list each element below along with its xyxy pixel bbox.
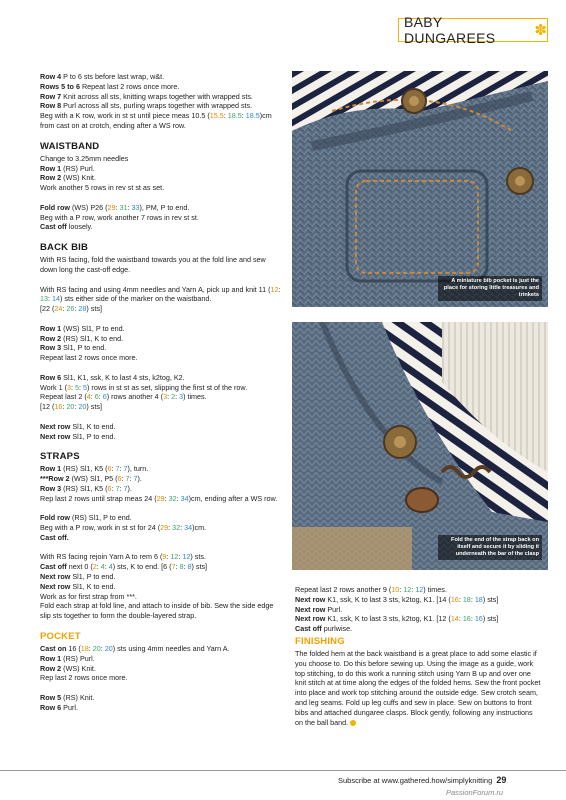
instruction-line: Fold each strap at fold line, and attach to inside of bib. Sew the side edge slip sts together to form the double-layered strap.: [40, 601, 274, 621]
instruction-line: Fold row (RS) Sl1, P to end.: [40, 513, 132, 523]
instruction-line: Row 3 (RS) Sl1, K5 (6: 7: 7).: [40, 483, 132, 493]
instruction-line: With RS facing and using 4mm needles and Yarn A, pick up and knit 11 (12: 13: 14) sts either side of the marker on the waistband.: [40, 284, 281, 304]
instruction-line: Cast off.: [40, 532, 69, 542]
instruction-line: Change to 3.25mm needles: [40, 153, 129, 163]
finishing-paragraph: The folded hem at the back waistband is a great place to add some elastic if you choose to. Do this before sewing up. Using the image as a guide, work top stitching, to do this work a running stitch using Yarn B up and over one knit stitch at at time along the edges of the folded hems. Sew the front pocket into place and work top stitching around the outside edge. Sew crotch seam, and leg seams. Fold up leg cuffs and sew in place. Sew on buttons to front bibs and attached dungaree clasps. Block gently, following any instructions on the ball band.: [295, 648, 541, 727]
section-heading-waistband: WAISTBAND: [40, 140, 100, 152]
instruction-line: ***Row 2 (WS) Sl1, P5 (6: 7: 7).: [40, 474, 142, 484]
instruction-line: Work 1 (3: 5: 5) rows in st st as set, slipping the first st of the row.: [40, 382, 248, 392]
flower-icon: ✽: [534, 22, 547, 39]
instruction-line: Row 6 Sl1, K1, ssk, K to last 4 sts, k2tog, K2.: [40, 372, 185, 382]
watermark: PassionForum.ru: [446, 788, 504, 797]
section-heading-pocket: POCKET: [40, 631, 81, 643]
photo-strap-clasp: [292, 322, 548, 570]
instruction-line: Rep last 2 rows once more.: [40, 673, 128, 683]
knit-photo-illustration: [292, 71, 548, 307]
instruction-line: Row 2 (RS) Sl1, K to end.: [40, 333, 124, 343]
photo-caption: A miniature bib pocket is just the place for storing little treasures and trinkets: [438, 276, 542, 301]
instruction-line: Row 8 Purl across all sts, purling wraps together with wrapped sts.: [40, 101, 253, 111]
pattern-left-column: [40, 72, 282, 713]
instruction-line: Row 1 (WS) Sl1, P to end.: [40, 323, 125, 333]
instruction-line: With RS facing, fold the waistband towards you at the fold line and sew down long the cast-off edge.: [40, 255, 266, 274]
instruction-line: Row 3 Sl1, P to end.: [40, 343, 107, 353]
photo-bib-pocket: [292, 71, 548, 307]
instruction-line: Next row K1, ssk, K to last 3 sts, k2tog, K1. [14 (16: 18: 18) sts]: [295, 594, 499, 604]
instruction-line: Beg with a K row, work in st st until piece meas 10.5 (15.5: 18.5: 18.5)cm from cast on at crotch, ending after a WS row.: [40, 111, 272, 130]
instruction-line: Work another 5 rows in rev st st as set.: [40, 183, 165, 193]
instruction-line: With RS facing rejoin Yarn A to rem 6 (9: 12: 12) sts.: [40, 552, 206, 562]
end-mark-icon: [350, 720, 356, 726]
instruction-line: Row 5 (RS) Knit.: [40, 693, 95, 703]
instruction-line: Next row Sl1, K to end.: [40, 581, 116, 591]
instruction-line: [22 (24: 26: 28) sts]: [40, 304, 102, 314]
instruction-line: Row 4 P to 6 sts before last wrap, w&t.: [40, 72, 165, 81]
instruction-line: Row 2 (WS) Knit.: [40, 173, 96, 183]
instruction-line: Row 1 (RS) Purl.: [40, 653, 95, 663]
instruction-line: Row 6 Purl.: [40, 702, 78, 712]
instruction-line: Next row Sl1, K to end.: [40, 421, 116, 431]
instruction-line: Row 7 Knit across all sts, knitting wraps together with wrapped sts.: [40, 91, 253, 101]
footer-subscribe-link[interactable]: Subscribe at www.gathered.how/simplyknitting: [338, 776, 493, 785]
instruction-line: Repeat last 2 rows once more.: [40, 353, 138, 363]
knit-photo-illustration: [292, 322, 548, 570]
instruction-line: Beg with a P row, work another 7 rows in rev st st.: [40, 212, 199, 222]
instruction-line: [12 (16: 20: 20) sts]: [40, 402, 102, 412]
section-header: [398, 14, 548, 46]
photo-caption: Fold the end of the strap back on itself and secure it by sliding it underneath the bar of the clasp: [438, 535, 542, 560]
pattern-right-column: [295, 585, 541, 727]
footer: [338, 775, 506, 785]
instruction-line: Repeat last 2 (4: 6: 6) rows another 4 (3: 2: 3) times.: [40, 392, 207, 402]
instruction-line: Beg with a P row, work in st st for 24 (29: 32: 34)cm.: [40, 523, 207, 533]
section-heading-straps: STRAPS: [40, 451, 80, 463]
instruction-line: Row 1 (RS) Purl.: [40, 163, 95, 173]
instruction-line: Work as for first strap from ***.: [40, 591, 137, 601]
instruction-line: Next row Purl.: [295, 604, 343, 614]
instruction-line: Next row Sl1, P to end.: [40, 572, 116, 582]
instruction-line: Rep last 2 rows until strap meas 24 (29: 32: 34)cm, ending after a WS row.: [40, 493, 278, 503]
footer-divider: [0, 770, 566, 771]
instruction-line: Cast on 16 (18: 20: 20) sts using 4mm needles and Yarn A.: [40, 644, 230, 654]
instruction-line: Row 2 (WS) Knit.: [40, 663, 96, 673]
instruction-line: Cast off next 0 (2: 4: 4) sts, K to end. [6 (7: 8: 8) sts]: [40, 562, 208, 572]
instruction-line: Fold row (WS) P26 (29: 31: 33), PM, P to end.: [40, 202, 190, 212]
instruction-line: Repeat last 2 rows another 9 (10: 12: 12) times.: [295, 585, 447, 594]
instruction-line: Next row Sl1, P to end.: [40, 431, 116, 441]
instruction-line: Rows 5 to 6 Repeat last 2 rows once more.: [40, 81, 180, 91]
section-heading-back-bib: BACK BIB: [40, 242, 89, 254]
section-heading-finishing: FINISHING: [295, 635, 345, 647]
page-title: BABY DUNGAREES: [404, 14, 496, 46]
instruction-line: Row 1 (RS) Sl1, K5 (6: 7: 7), turn.: [40, 464, 149, 474]
instruction-line: Next row K1, ssk, K to last 3 sts, k2tog, K1. [12 (14: 16: 16) sts]: [295, 614, 499, 624]
instruction-line: Cast off loosely.: [40, 222, 93, 232]
instruction-line: Cast off purlwise.: [295, 624, 353, 634]
page-number: 29: [496, 775, 507, 785]
